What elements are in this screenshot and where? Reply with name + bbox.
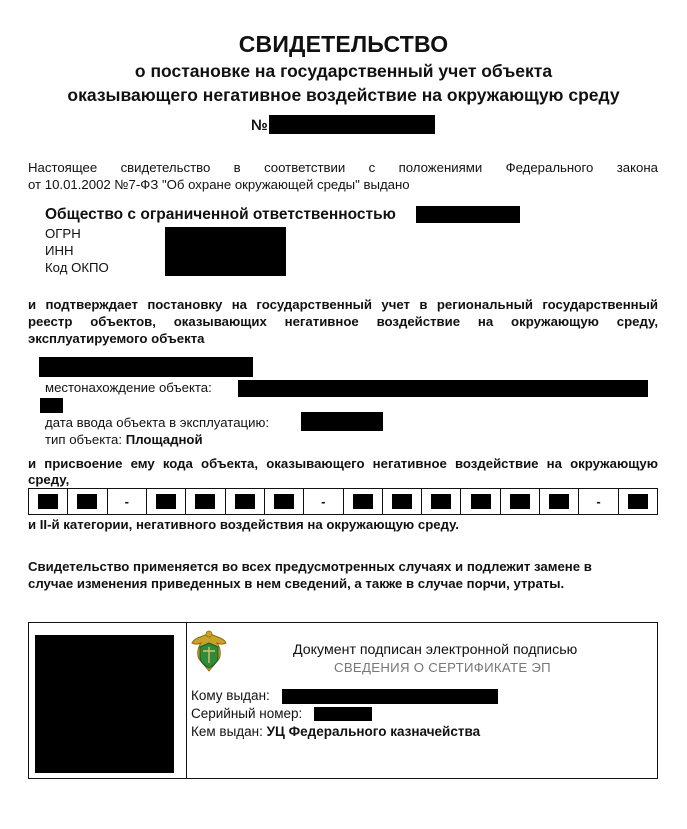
redacted-code-digit: [353, 494, 373, 509]
code-cell: [461, 489, 500, 514]
redacted-code-digit: [431, 494, 451, 509]
redacted-code-digit: [471, 494, 491, 509]
validity-line1: Свидетельство применяется во всех предусмотренных случаях и подлежит замене в: [28, 559, 592, 574]
code-cell: [619, 489, 657, 514]
redacted-code-digit: [77, 494, 97, 509]
redacted-code-digit: [195, 494, 215, 509]
code-cell: [422, 489, 461, 514]
redacted-qr-code: [35, 635, 174, 773]
confirmation-line1: и подтверждает постановку на государственный учет в региональный государственный: [28, 297, 658, 312]
code-assignment-line2: среду,: [28, 472, 70, 487]
validity-line2: случае изменения приведенных в нем сведений, а также в случае порчи, утраты.: [28, 576, 565, 591]
okpo-label: Код ОКПО: [45, 260, 109, 275]
redacted-code-digit: [510, 494, 530, 509]
code-cell: [68, 489, 107, 514]
code-cell: [29, 489, 68, 514]
code-cell: [383, 489, 422, 514]
redacted-location-cont: [40, 398, 63, 413]
code-cell: [344, 489, 383, 514]
redacted-object-name: [39, 357, 253, 377]
ogrn-label: ОГРН: [45, 226, 81, 241]
redacted-code-digit: [156, 494, 176, 509]
code-separator: -: [304, 489, 343, 514]
code-cell: [540, 489, 579, 514]
signed-electronically-text: Документ подписан электронной подписью: [293, 642, 578, 658]
document-title: СВИДЕТЕЛЬСТВО: [238, 31, 449, 57]
redacted-issued-to: [282, 689, 498, 704]
redacted-number: [269, 115, 435, 134]
document-subtitle-line2: оказывающего негативное воздействие на окружающую среду: [67, 85, 620, 105]
object-code-box: [28, 488, 658, 515]
location-label: местонахождение объекта:: [45, 380, 212, 395]
issued-to-label: Кому выдан:: [191, 688, 270, 703]
document-subtitle-line1: о постановке на государственный учет объекта: [134, 61, 553, 81]
treasury-emblem-icon: [189, 629, 229, 675]
code-cell: [501, 489, 540, 514]
redacted-location: [238, 380, 648, 397]
confirmation-line2: реестр объектов, оказывающих негативное воздействие на окружающую среду,: [28, 314, 658, 329]
redacted-org-name: [416, 206, 520, 223]
organization-name-label: Общество с ограниченной ответственностью: [45, 206, 396, 223]
redacted-org-codes: [165, 227, 286, 276]
redacted-code-digit: [549, 494, 569, 509]
redacted-code-digit: [392, 494, 412, 509]
signature-block: [28, 622, 658, 779]
serial-number-label: Серийный номер:: [191, 706, 303, 721]
code-cell: [186, 489, 225, 514]
object-type-label: тип объекта:: [45, 432, 123, 447]
confirmation-line3: эксплуатируемого объекта: [28, 331, 205, 346]
issuer-row: [191, 724, 480, 739]
code-cell: [147, 489, 186, 514]
redacted-code-digit: [235, 494, 255, 509]
code-separator: -: [579, 489, 618, 514]
code-assignment-line1: и присвоение ему кода объекта, оказывающего негативное воздействие на окружающую: [28, 456, 658, 471]
category-text: и II-й категории, негативного воздействия на окружающую среду.: [28, 517, 459, 532]
redacted-code-digit: [628, 494, 648, 509]
commission-date-label: дата ввода объекта в эксплуатацию:: [45, 415, 269, 430]
intro-line1: Настоящее свидетельство в соответствии с положениями Федерального закона: [28, 160, 658, 175]
redacted-code-digit: [38, 494, 58, 509]
redacted-commission-date: [301, 412, 383, 431]
object-type-row: [45, 432, 203, 447]
inn-label: ИНН: [45, 243, 74, 258]
certificate-info-heading: СВЕДЕНИЯ О СЕРТИФИКАТЕ ЭП: [334, 660, 551, 675]
issuer-value: УЦ Федерального казначейства: [266, 724, 481, 739]
intro-line2: от 10.01.2002 №7-ФЗ "Об охране окружающей среды" выдано: [28, 177, 410, 192]
issuer-label: Кем выдан:: [191, 724, 263, 739]
code-cell: [226, 489, 265, 514]
object-type-value: Площадной: [125, 432, 203, 447]
redacted-code-digit: [274, 494, 294, 509]
code-cell: [265, 489, 304, 514]
code-separator: -: [108, 489, 147, 514]
signature-photo-cell: [29, 623, 187, 778]
number-label: №: [251, 117, 268, 134]
redacted-serial-number: [314, 707, 372, 721]
